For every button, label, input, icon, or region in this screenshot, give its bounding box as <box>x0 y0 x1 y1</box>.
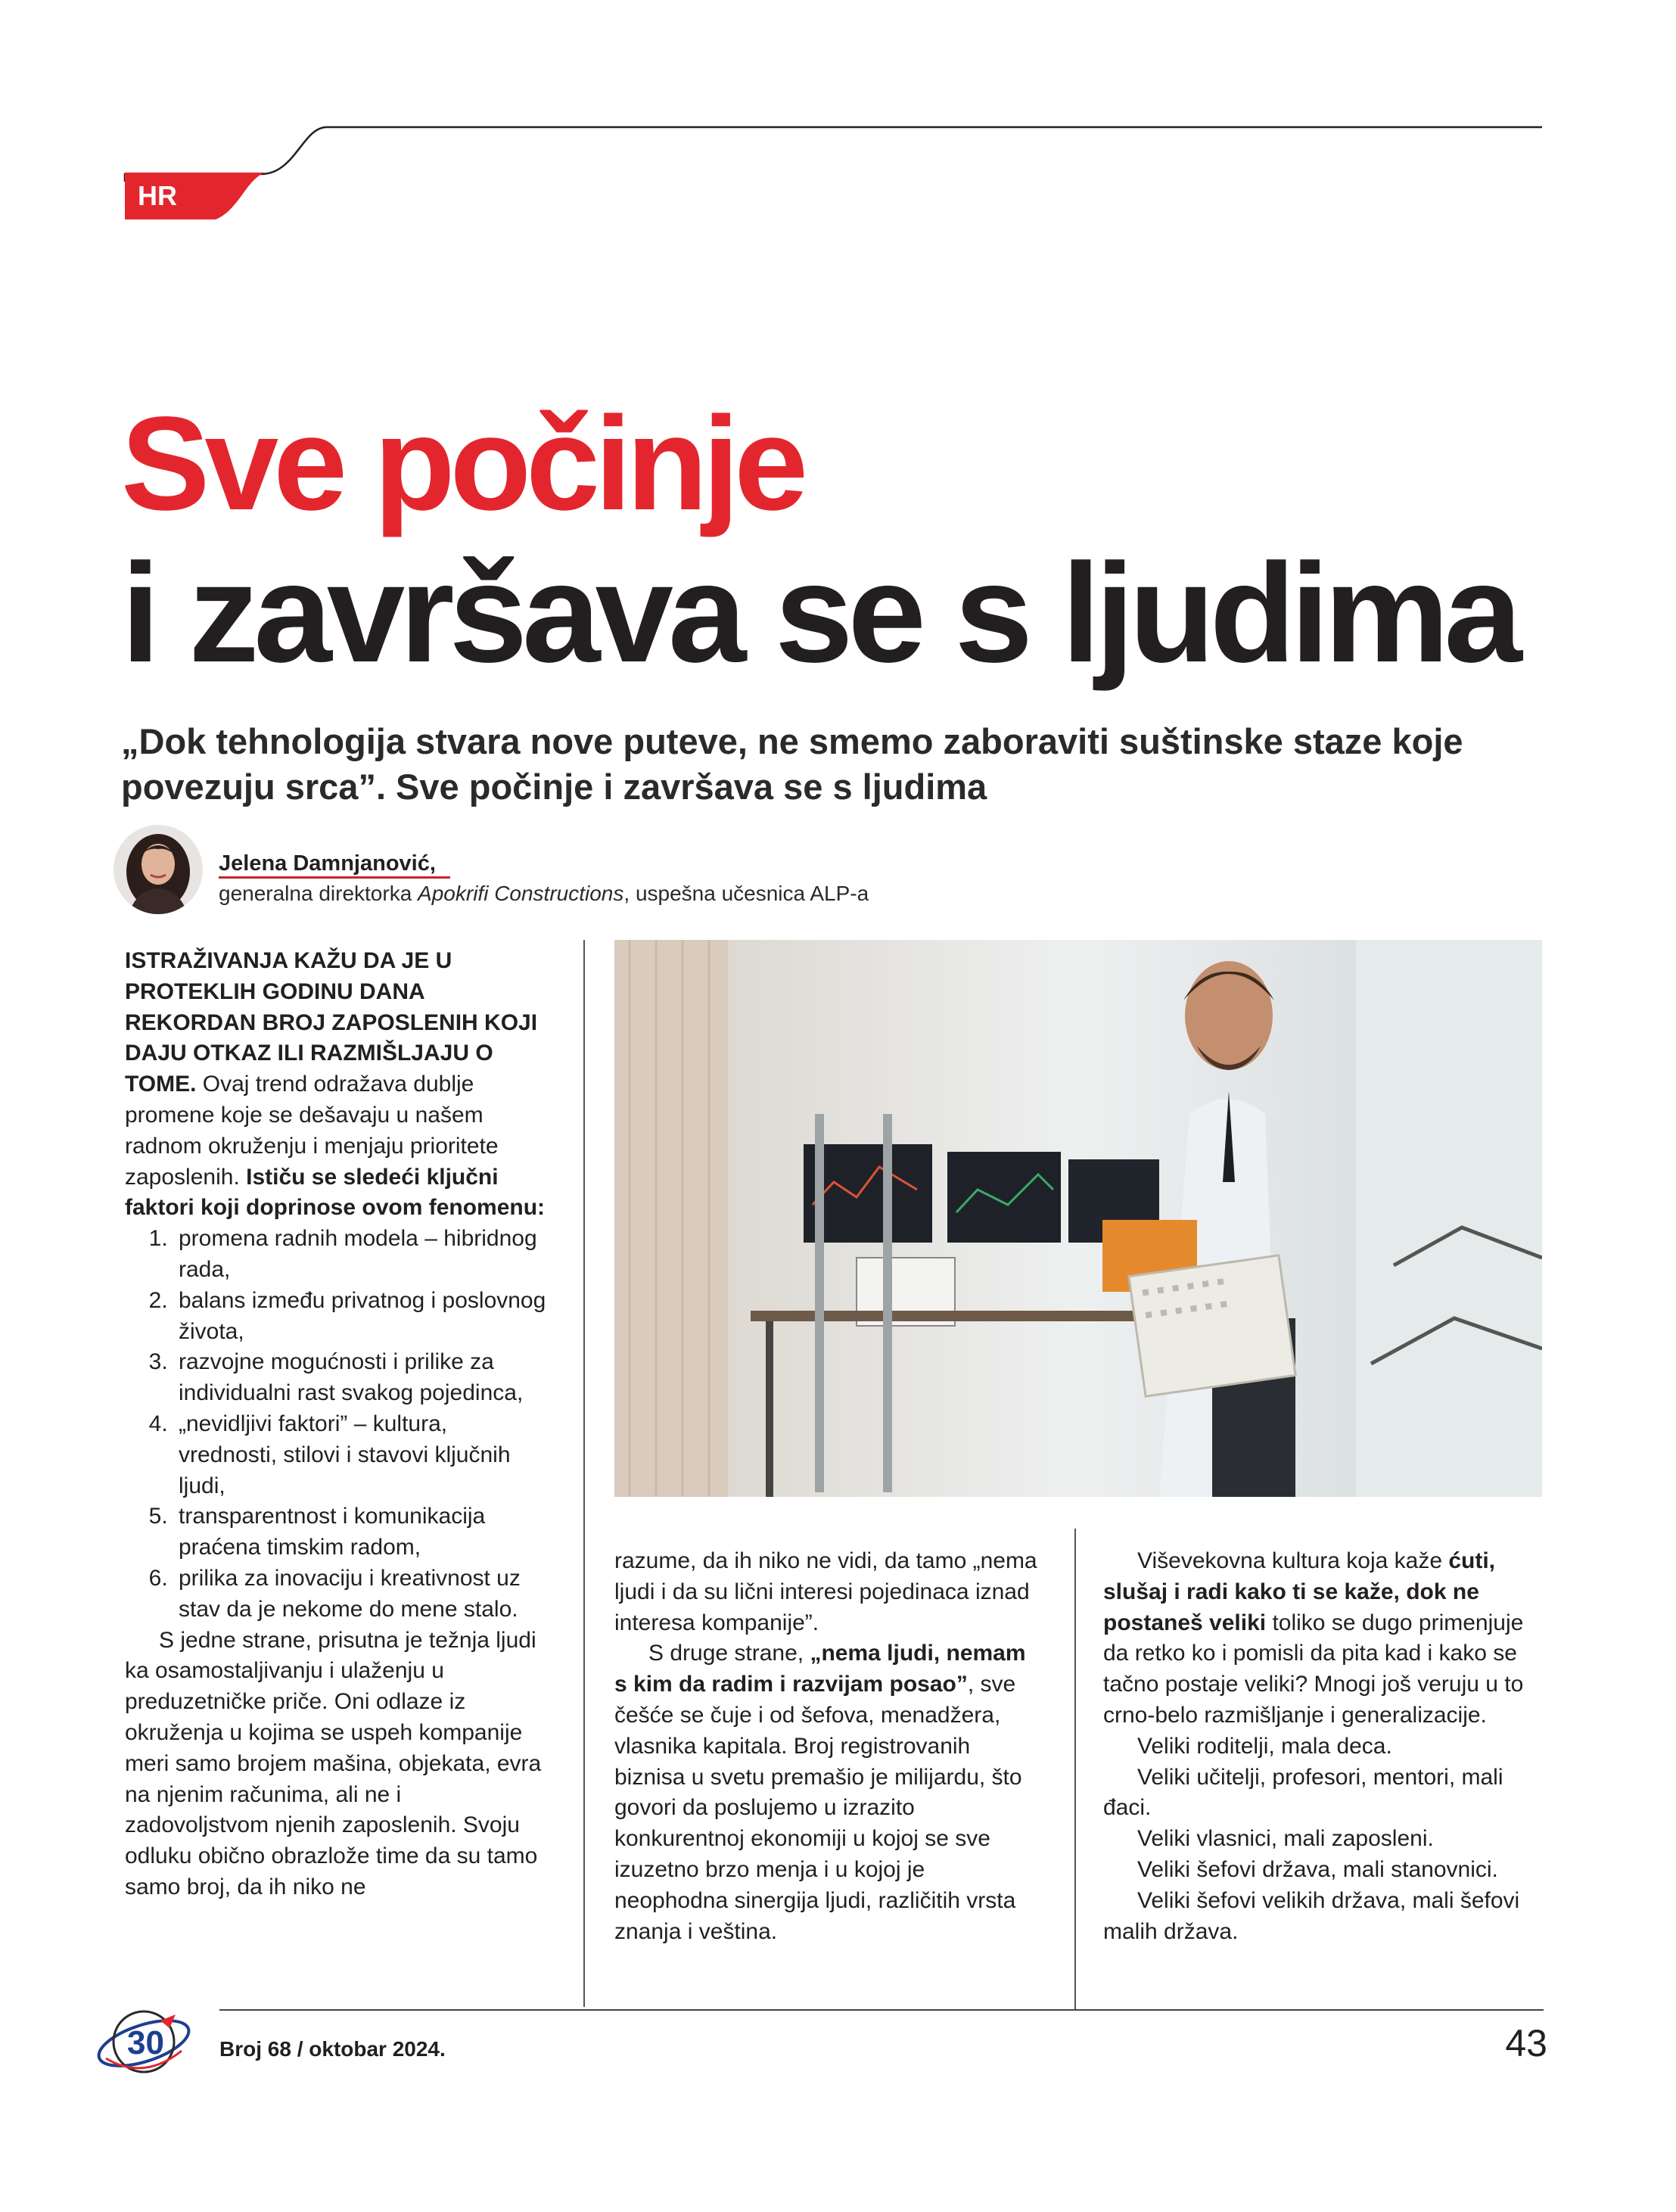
headline-line-2: i završava se s ljudima <box>121 535 1517 692</box>
author-role: generalna direktorka Apokrifi Constructions, uspešna učesnica ALP-a <box>219 882 869 905</box>
section-tag: HR <box>138 180 177 211</box>
paragraph: S jedne strane, prisutna je težnja ljudi ka osamostaljivanju i ulaženju u preduzetničke priče. Oni odlaze iz okruženja u kojima se uspeh kompanije meri samo brojem mašina, objekata, evra na njenim računima, ali ne i zadovoljstvom njenih zaposlenih. Svoju odluku obično obrazlože time da su tamo samo broj, da ih niko ne <box>125 1627 542 1899</box>
list-item: 4. „nevidljivi faktori” – kultura, vrednosti, stilovi i stavovi ključnih ljudi, <box>174 1409 549 1501</box>
footer-rule <box>219 2009 1544 2011</box>
intro-bold: Ističu se sledeći ključni faktori koji doprinose ovom fenomenu: <box>125 1164 546 1221</box>
headline-line-1: Sve počinje <box>121 390 804 538</box>
list-item: 5. transparentnost i komunikacija praćena timskim radom, <box>174 1501 549 1563</box>
column-divider <box>583 940 585 2007</box>
author-company: Apokrifi Constructions <box>418 882 624 905</box>
article-column-3 <box>1103 1546 1542 1947</box>
paragraph: Veliki šefovi velikih država, mali šefovi malih država. <box>1103 1887 1520 1944</box>
column-divider <box>1074 1529 1076 2009</box>
paragraph: Veliki roditelji, mala deca. <box>1137 1733 1392 1759</box>
author-avatar <box>113 825 203 914</box>
paragraph: Veliki učitelji, profesori, mentori, mali đaci. <box>1103 1764 1503 1821</box>
list-item: 1. promena radnih modela – hibridnog rada, <box>174 1224 549 1286</box>
author-name: Jelena Damnjanović, <box>219 851 436 876</box>
factors-list <box>125 1224 549 1625</box>
paragraph: Viševekovna kultura koja kaže ćuti, slušaj i radi kako ti se kaže, dok ne postaneš veliki toliko se dugo primenjuje da retko ko i pomisli da pita kad i kako se tačno postaje veliki? Mnogi još veruju u to crno-belo razmišljanje i generalizacije. <box>1103 1548 1524 1728</box>
author-name-underline <box>219 876 450 879</box>
header-rule <box>0 0 1676 182</box>
svg-text:30: 30 <box>127 2024 164 2061</box>
lead-paragraph: „Dok tehnologija stvara nove puteve, ne smemo zaboraviti suštinske staze koje povezuju srca”. Sve počinje i završava se s ljudima <box>121 721 1463 807</box>
issue-info: Broj 68 / oktobar 2024. <box>219 2037 446 2061</box>
intro-caps: ISTRAŽIVANJA KAŽU DA JE U PROTEKLIH GODINU DANA REKORDAN BROJ ZAPOSLENIH KOJI DAJU OTKAZ ILI RAZMIŠLJAJU O TOME. <box>125 948 538 1097</box>
article-column-2 <box>614 1546 1038 1947</box>
paragraph: Veliki šefovi država, mali stanovnici. <box>1137 1856 1498 1882</box>
article-column-1: ISTRAŽIVANJA KAŽU DA JE U PROTEKLIH GODINU DANA REKORDAN BROJ ZAPOSLENIH KOJI DAJU OTKAZ ILI RAZMIŠLJAJU O TOME. Ovaj trend odražava dublje promene koje se dešavaju u našem radnom okruženju i menjaju prioritete zaposlenih. Ističu se sledeći ključni faktori koji doprinose ovom fenomenu: 1. promena radnih modela – hibridnog rada, 2. balans između privatnog i poslovnog života, 3. razvojne mogućnosti i prilike za individualni rast svakog pojedinca, 4. „nevidljivi faktori” – kultura, vrednosti, stilovi i stavovi ključnih ljudi, 5. transparentnost i komunikacija praćena timskim radom, 6. prilika za inovaciju i kreativnost uz stav da je nekome do mene stalo. S jedne strane, prisutna je težnja ljudi ka osamostaljivanju i ulaženju u preduzetničke priče. Oni odlaze iz okruženja u kojima se uspeh kompanije meri samo brojem mašina, objekata, evra na njenim računima, ali ne i zadovoljstvom njenih zaposlenih. Svoju odluku obično obrazlože time da su tamo samo broj, da ih niko ne <box>125 946 549 1903</box>
paragraph: Veliki vlasnici, mali zaposleni. <box>1137 1826 1434 1852</box>
paragraph: razume, da ih niko ne vidi, da tamo „nema ljudi i da su lični interesi pojedinaca iznad interesa kompanije”. <box>614 1548 1037 1635</box>
office-photo <box>614 940 1542 1497</box>
list-item: 3. razvojne mogućnosti i prilike za individualni rast svakog pojedinca, <box>174 1347 549 1409</box>
anniversary-logo-icon <box>91 1998 197 2083</box>
list-item: 6. prilika za inovaciju i kreativnost uz stav da je nekome do mene stalo. <box>174 1563 549 1626</box>
paragraph: S druge strane, „nema ljudi, nemam s kim da radim i razvijam posao”, sve češće se čuje i od šefova, menadžera, vlasnika kapitala. Broj registrovanih biznisa u svetu premašio je milijardu, što govori da poslujemo u izrazito konkurentnoj ekonomiji u kojoj se sve izuzetno brzo menja i u kojoj je neophodna sinergija ljudi, različitih vrsta znanja i veština. <box>614 1641 1026 1944</box>
list-item: 2. balans između privatnog i poslovnog života, <box>174 1286 549 1348</box>
page-number: 43 <box>1505 2022 1547 2064</box>
